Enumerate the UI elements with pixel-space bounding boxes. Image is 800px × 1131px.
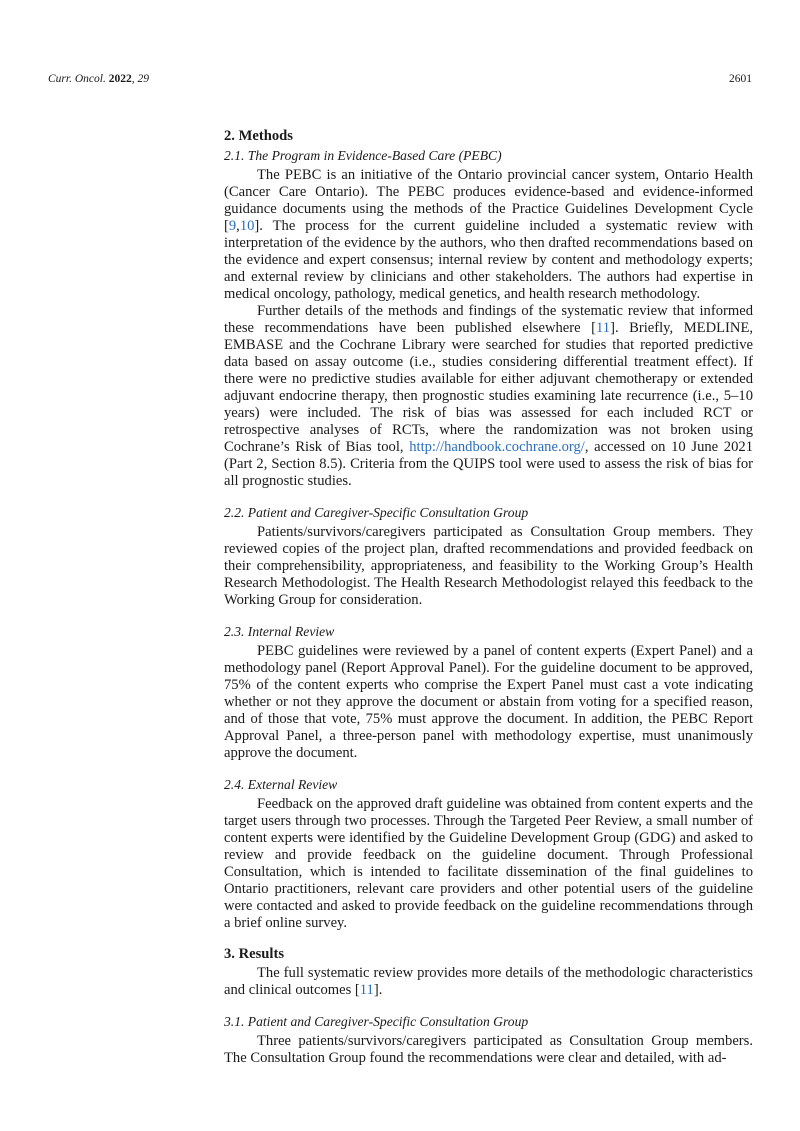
citation-link[interactable]: 9	[228, 218, 237, 234]
paragraph	[224, 167, 753, 303]
section-heading-methods: 2. Methods	[224, 128, 293, 144]
citation-separator: ,	[236, 218, 240, 234]
citation-link[interactable]: 11	[596, 320, 611, 336]
journal-volume: , 29	[131, 73, 149, 85]
paragraph-text: ].	[373, 982, 383, 998]
journal-citation	[48, 73, 149, 85]
paragraph-text: The PEBC is an initiative of the Ontario provincial cancer system, Ontario Health (Cancer Care Ontario). The PEBC produces evidence-based and evidence-informed guidance documents using the methods of the Practice Guidelines Development Cycle [	[224, 167, 753, 234]
cochrane-handbook-link[interactable]: http://handbook.cochrane.org/	[409, 439, 585, 455]
subsection-heading-3-1: 3.1. Patient and Caregiver-Specific Consultation Group	[224, 1014, 529, 1029]
section-heading-results: 3. Results	[224, 946, 284, 962]
paragraph-text: Further details of the methods and findings of the systematic review that informed these recommendations have been published elsewhere [	[224, 303, 753, 336]
journal-year: 2022	[108, 73, 132, 85]
subsection-heading-2-4: 2.4. External Review	[224, 777, 338, 792]
article-body	[224, 128, 753, 1067]
journal-name: Curr. Oncol.	[48, 73, 106, 85]
citation-link[interactable]: 10	[239, 218, 255, 234]
subsection-heading-2-3: 2.3. Internal Review	[224, 624, 335, 639]
paragraph-text: ]. Briefly, MEDLINE, EMBASE and the Cochrane Library were searched for studies that reported predictive data based on assay outcome (i.e., studies considering differential treatment effect). If there were no predictive studies available for either adjuvant chemotherapy or extended adjuvant endocrine therapy, then prognostic studies examining late recurrence (i.e., 5–10 years) were included. The risk of bias was assessed for each included RCT or retrospective analyses of RCTs, where the randomization was not broken using Cochrane’s Risk of Bias tool,	[224, 320, 754, 455]
subsection-heading-2-2: 2.2. Patient and Caregiver-Specific Consultation Group	[224, 505, 529, 520]
running-header	[48, 73, 752, 85]
paragraph-text: ]. The process for the current guideline included a systematic review with interpretation of the evidence by the authors, who then drafted recommendations based on the evidence and expert consensus; internal review by content and methodology experts; and external review by clinicians and other stakeholders. The authors had expertise in medical oncology, pathology, medical genetics, and health research methodology.	[224, 218, 753, 302]
paragraph: PEBC guidelines were reviewed by a panel of content experts (Expert Panel) and a methodology panel (Report Approval Panel). For the guideline document to be approved, 75% of the content experts who comprise the Expert Panel must cast a vote indicating whether or not they approve the document or abstain from voting for a specified reason, and of those that vote, 75% must approve the document. In addition, the PEBC Report Approval Panel, a three-person panel with methodology expertise, must unanimously approve the document.	[224, 643, 753, 761]
page-number: 2601	[729, 73, 752, 85]
citation-link[interactable]: 11	[359, 982, 374, 998]
subsection-heading-2-1: 2.1. The Program in Evidence-Based Care (PEBC)	[224, 148, 502, 163]
paragraph: Patients/survivors/caregivers participated as Consultation Group members. They reviewed copies of the project plan, drafted recommendations and provided feedback on their comprehensibility, appropriateness, and feasibility to the Working Group’s Health Research Methodologist. The Health Research Methodologist relayed this feedback to the Working Group for consideration.	[224, 524, 753, 608]
paragraph	[224, 303, 753, 490]
paragraph	[224, 965, 753, 999]
paragraph-text: , accessed on 10 June 2021 (Part 2, Section 8.5). Criteria from the QUIPS tool were used to assess the risk of bias for all prognostic studies.	[224, 439, 753, 489]
paragraph-text: The full systematic review provides more details of the methodologic characteristics and clinical outcomes [	[224, 965, 753, 998]
paragraph: Three patients/survivors/caregivers participated as Consultation Group members. The Consultation Group found the recommendations were clear and detailed, with ad-	[224, 1033, 753, 1066]
paragraph: Feedback on the approved draft guideline was obtained from content experts and the target users through two processes. Through the Targeted Peer Review, a small number of content experts were identified by the Guideline Development Group (GDG) and asked to review and provide feedback on the guideline document. Through Professional Consultation, which is intended to facilitate dissemination of the final guidelines to Ontario practitioners, relevant care providers and other potential users of the guideline were contacted and asked to provide feedback on the guideline recommendations through a brief online survey.	[224, 796, 753, 931]
